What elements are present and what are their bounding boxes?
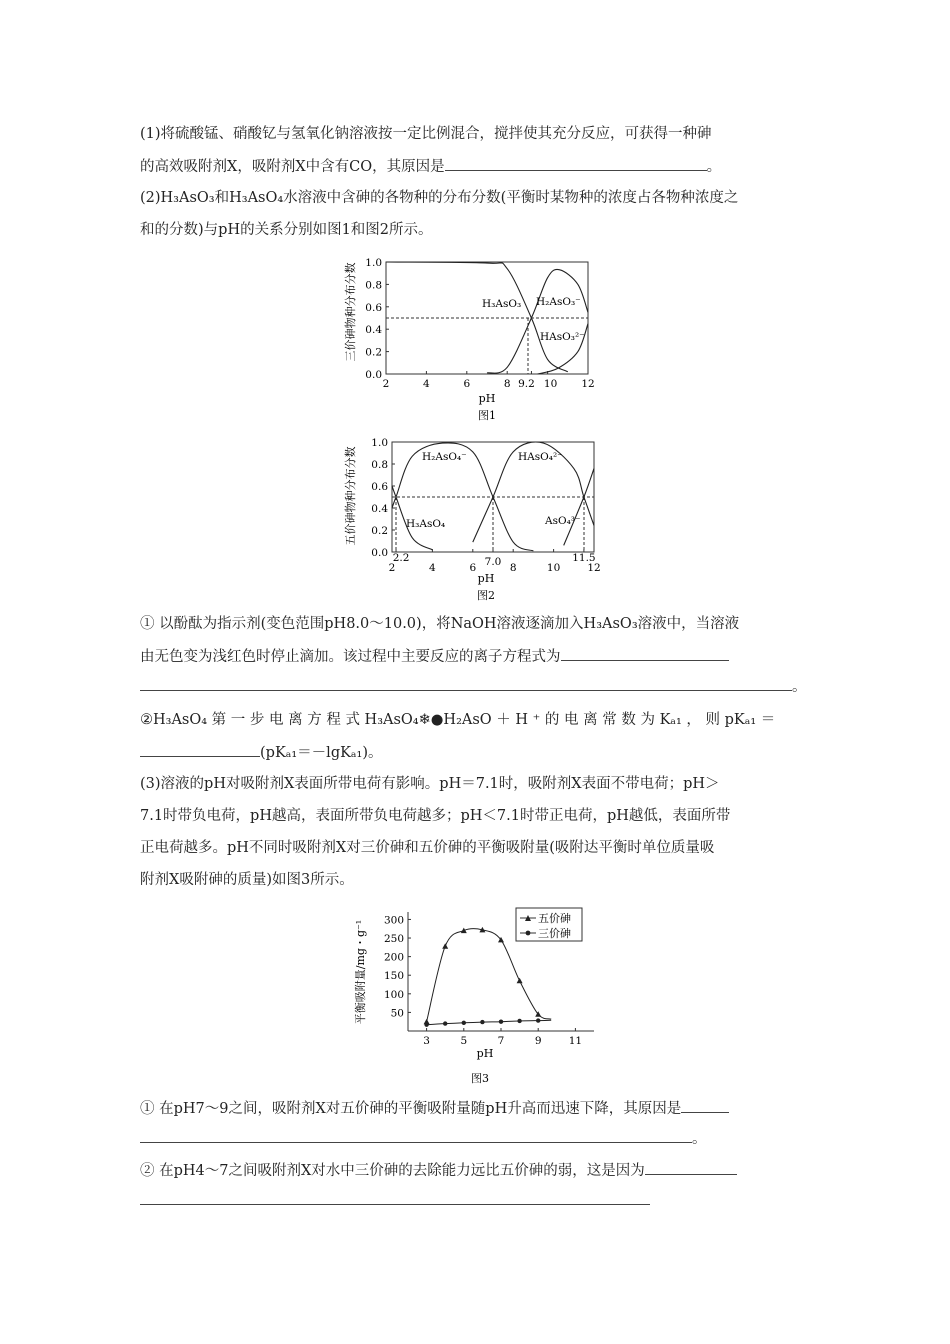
fig2-label-h2aso4: H₂AsO₄⁻ [422,451,467,463]
fig2-label-aso4: AsO₄³⁻ [545,515,581,527]
q3-sub2-blank-a[interactable] [645,1160,737,1175]
figure-3 [350,904,600,1089]
q1-end: 。 [706,159,722,175]
fig2-ytick-label: 0.0 [371,547,388,559]
fig1-xtick-label: 9.2 [518,378,535,390]
fig2-xtick-label: 2.2 [392,552,410,564]
fig2-xtick-label: 12 [587,562,601,574]
q3-sub1-blank-a[interactable] [681,1098,729,1113]
fig3-ytick-label: 50 [390,1007,404,1020]
fig1-label-haso3: HAsO₃²⁻ [540,331,585,343]
q3-sub1-line-2 [140,1128,707,1149]
fig2-xtick-label: 6 [469,562,477,574]
fig3-legend-dot-icon [526,931,531,936]
fig1-ytick-label: 0.8 [365,279,382,292]
fig1-ytick-label: 0.2 [365,346,382,359]
q1-line-2 [140,156,721,177]
fig1-caption: 图1 [478,409,496,422]
q3-line-4: 附剂X吸附砷的质量)如图3所示。 [140,872,354,888]
fig3-point-trivalent [443,1021,447,1025]
figure-2 [340,430,610,605]
q2-sub1-end: 。 [792,679,807,695]
fig3-curve-pentavalent [427,929,552,1022]
q3-sub2-line-1 [140,1160,737,1181]
q2-line-2: 和的分数)与pH的关系分别如图1和图2所示。 [140,222,433,238]
fig1-ylabel: 三价砷物种分布分数 [344,262,357,362]
fig1-xtick-label: 2 [382,378,390,390]
q1-line-1: (1)将硫酸锰、硝酸钇与氢氧化钠溶液按一定比例混合，搅拌使其充分反应，可获得一种砷 [140,126,712,142]
q1-text: 的高效吸附剂X，吸附剂X中含有CO，其原因是 [140,159,445,175]
fig2-ytick-label: 1.0 [371,437,388,449]
q3-sub2-text: ② 在pH4～7之间吸附剂X对水中三价砷的去除能力远比五价砷的弱，这是因为 [140,1163,645,1179]
q3-sub1-end: 。 [692,1131,707,1147]
fig2-xtick-label: 11.5 [572,552,596,564]
fig2-label-h3aso4: H₃AsO₄ [406,518,446,530]
fig2-caption: 图2 [477,589,495,602]
fig3-point-pentavalent [442,943,448,949]
q3-line-1: (3)溶液的pH对吸附剂X表面所带电荷有影响。pH＝7.1时，吸附剂X表面不带电荷；pH＞ [140,776,720,792]
fig3-xtick-label: 5 [460,1035,468,1047]
q2-sub1-text: 由无色变为浅红色时停止滴加。该过程中主要反应的离子方程式为 [140,649,561,665]
fig2-xtick-label: 2 [388,562,396,574]
fig2-ytick-label: 0.4 [371,503,388,515]
fig1-label-h3aso3: H₃AsO₃ [482,298,522,310]
fig2-ytick-label: 0.6 [371,481,388,493]
q3-line-3: 正电荷越多。pH不同时吸附剂X对三价砷和五价砷的平衡吸附量(吸附达平衡时单位质量吸 [140,840,715,856]
q2-sub1-blank-b[interactable] [140,676,792,691]
q3-sub2-line-2 [140,1190,650,1211]
q2-sub1-blank-a[interactable] [561,646,729,661]
fig3-point-trivalent [462,1021,466,1025]
fig1-xtick-label: 12 [581,378,595,390]
q3-sub1-text: ① 在pH7～9之间，吸附剂X对五价砷的平衡吸附量随pH升高而迅速下降，其原因是 [140,1101,682,1117]
fig1-ytick-label: 0.4 [365,324,382,337]
fig1-label-h2aso3: H₂AsO₃⁻ [536,296,581,308]
fig3-xlabel: pH [476,1047,494,1060]
fig3-point-pentavalent [517,978,523,984]
fig3-point-trivalent [480,1020,484,1024]
fig2-xlabel: pH [477,572,495,585]
fig3-xtick-label: 3 [423,1035,430,1047]
fig3-ytick-label: 100 [383,988,404,1001]
q3-line-2: 7.1时带负电荷，pH越高，表面所带负电荷越多；pH＜7.1时带正电荷，pH越低，表面所带 [140,808,731,824]
fig3-xtick-label: 7 [497,1035,505,1047]
fig2-xtick-label: 8 [509,562,517,574]
fig3-point-pentavalent [461,928,467,934]
fig2-label-haso4: HAsO₄²⁻ [518,451,563,463]
fig2-xtick-label: 7.0 [484,556,502,568]
fig3-caption: 图3 [471,1072,489,1085]
q2-line-1: (2)H₃AsO₃和H₃AsO₄水溶液中含砷的各物种的分布分数(平衡时某物种的浓度占各物种浓度之 [140,190,739,206]
fig3-ytick-label: 300 [383,914,404,927]
q2-sub1-line-2 [140,646,729,667]
q3-sub2-blank-b[interactable] [140,1190,650,1205]
fig3-point-trivalent [517,1019,521,1023]
fig3-curves [424,927,552,1027]
fig1-xlabel: pH [478,392,496,405]
q2-sub1-line-1: ① 以酚酞为指示剂(变色范围pH8.0～10.0)，将NaOH溶液逐滴加入H₃AsO₃溶液中，当溶液 [140,616,740,632]
fig2-xtick-label: 4 [429,562,436,574]
fig3-ytick-label: 250 [383,933,404,946]
q2-sub2-line-2 [140,742,383,763]
q3-sub1-blank-b[interactable] [140,1128,692,1143]
fig1-ytick-label: 0.6 [365,301,382,314]
q2-sub2-line-1: ②H₃AsO₄ 第 一 步 电 离 方 程 式 H₃AsO₄❄●H₂AsO ＋ H ⁺ 的 电 离 常 数 为 Kₐ₁ ， 则 pKₐ₁ ＝ [140,712,776,728]
fig1-xtick-label: 4 [423,378,430,390]
fig1-ytick-label: 1.0 [365,257,382,269]
fig1-ytick-label: 0.0 [365,369,382,381]
fig2-ticks [371,437,600,574]
fig2-ylabel: 五价砷物种分布分数 [344,446,357,546]
fig1-xtick-label: 6 [463,378,471,390]
fig3-xtick-label: 11 [568,1035,583,1047]
fig2-xtick-label: 10 [546,562,561,574]
q2-sub1-line-3 [140,676,807,697]
fig3-ytick-label: 200 [383,951,404,964]
fig3-ylabel: 平衡吸附量/mg・g⁻¹ [354,919,367,1025]
fig3-ytick-label: 150 [383,970,404,983]
q3-sub1-line-1 [140,1098,729,1119]
fig3-point-trivalent [499,1020,503,1024]
q1-answer-blank[interactable] [445,156,707,171]
fig3-legend-s1: 五价砷 [538,912,571,925]
fig2-ytick-label: 0.8 [371,459,388,471]
fig1-curve-1 [386,262,568,372]
fig1-xtick-label: 10 [543,378,558,390]
figure-1 [340,252,610,427]
q2-sub2-blank[interactable] [140,742,260,757]
fig3-point-trivalent [424,1022,428,1026]
fig1-xtick-label: 8 [503,378,511,390]
fig3-legend-s2: 三价砷 [538,927,571,940]
fig3-xtick-label: 9 [534,1035,542,1047]
fig1-ticks [365,257,594,390]
q2-sub2-text: (pKₐ₁＝－lgKₐ₁)。 [260,745,383,761]
fig2-ytick-label: 0.2 [371,525,388,537]
fig3-point-trivalent [536,1018,540,1022]
